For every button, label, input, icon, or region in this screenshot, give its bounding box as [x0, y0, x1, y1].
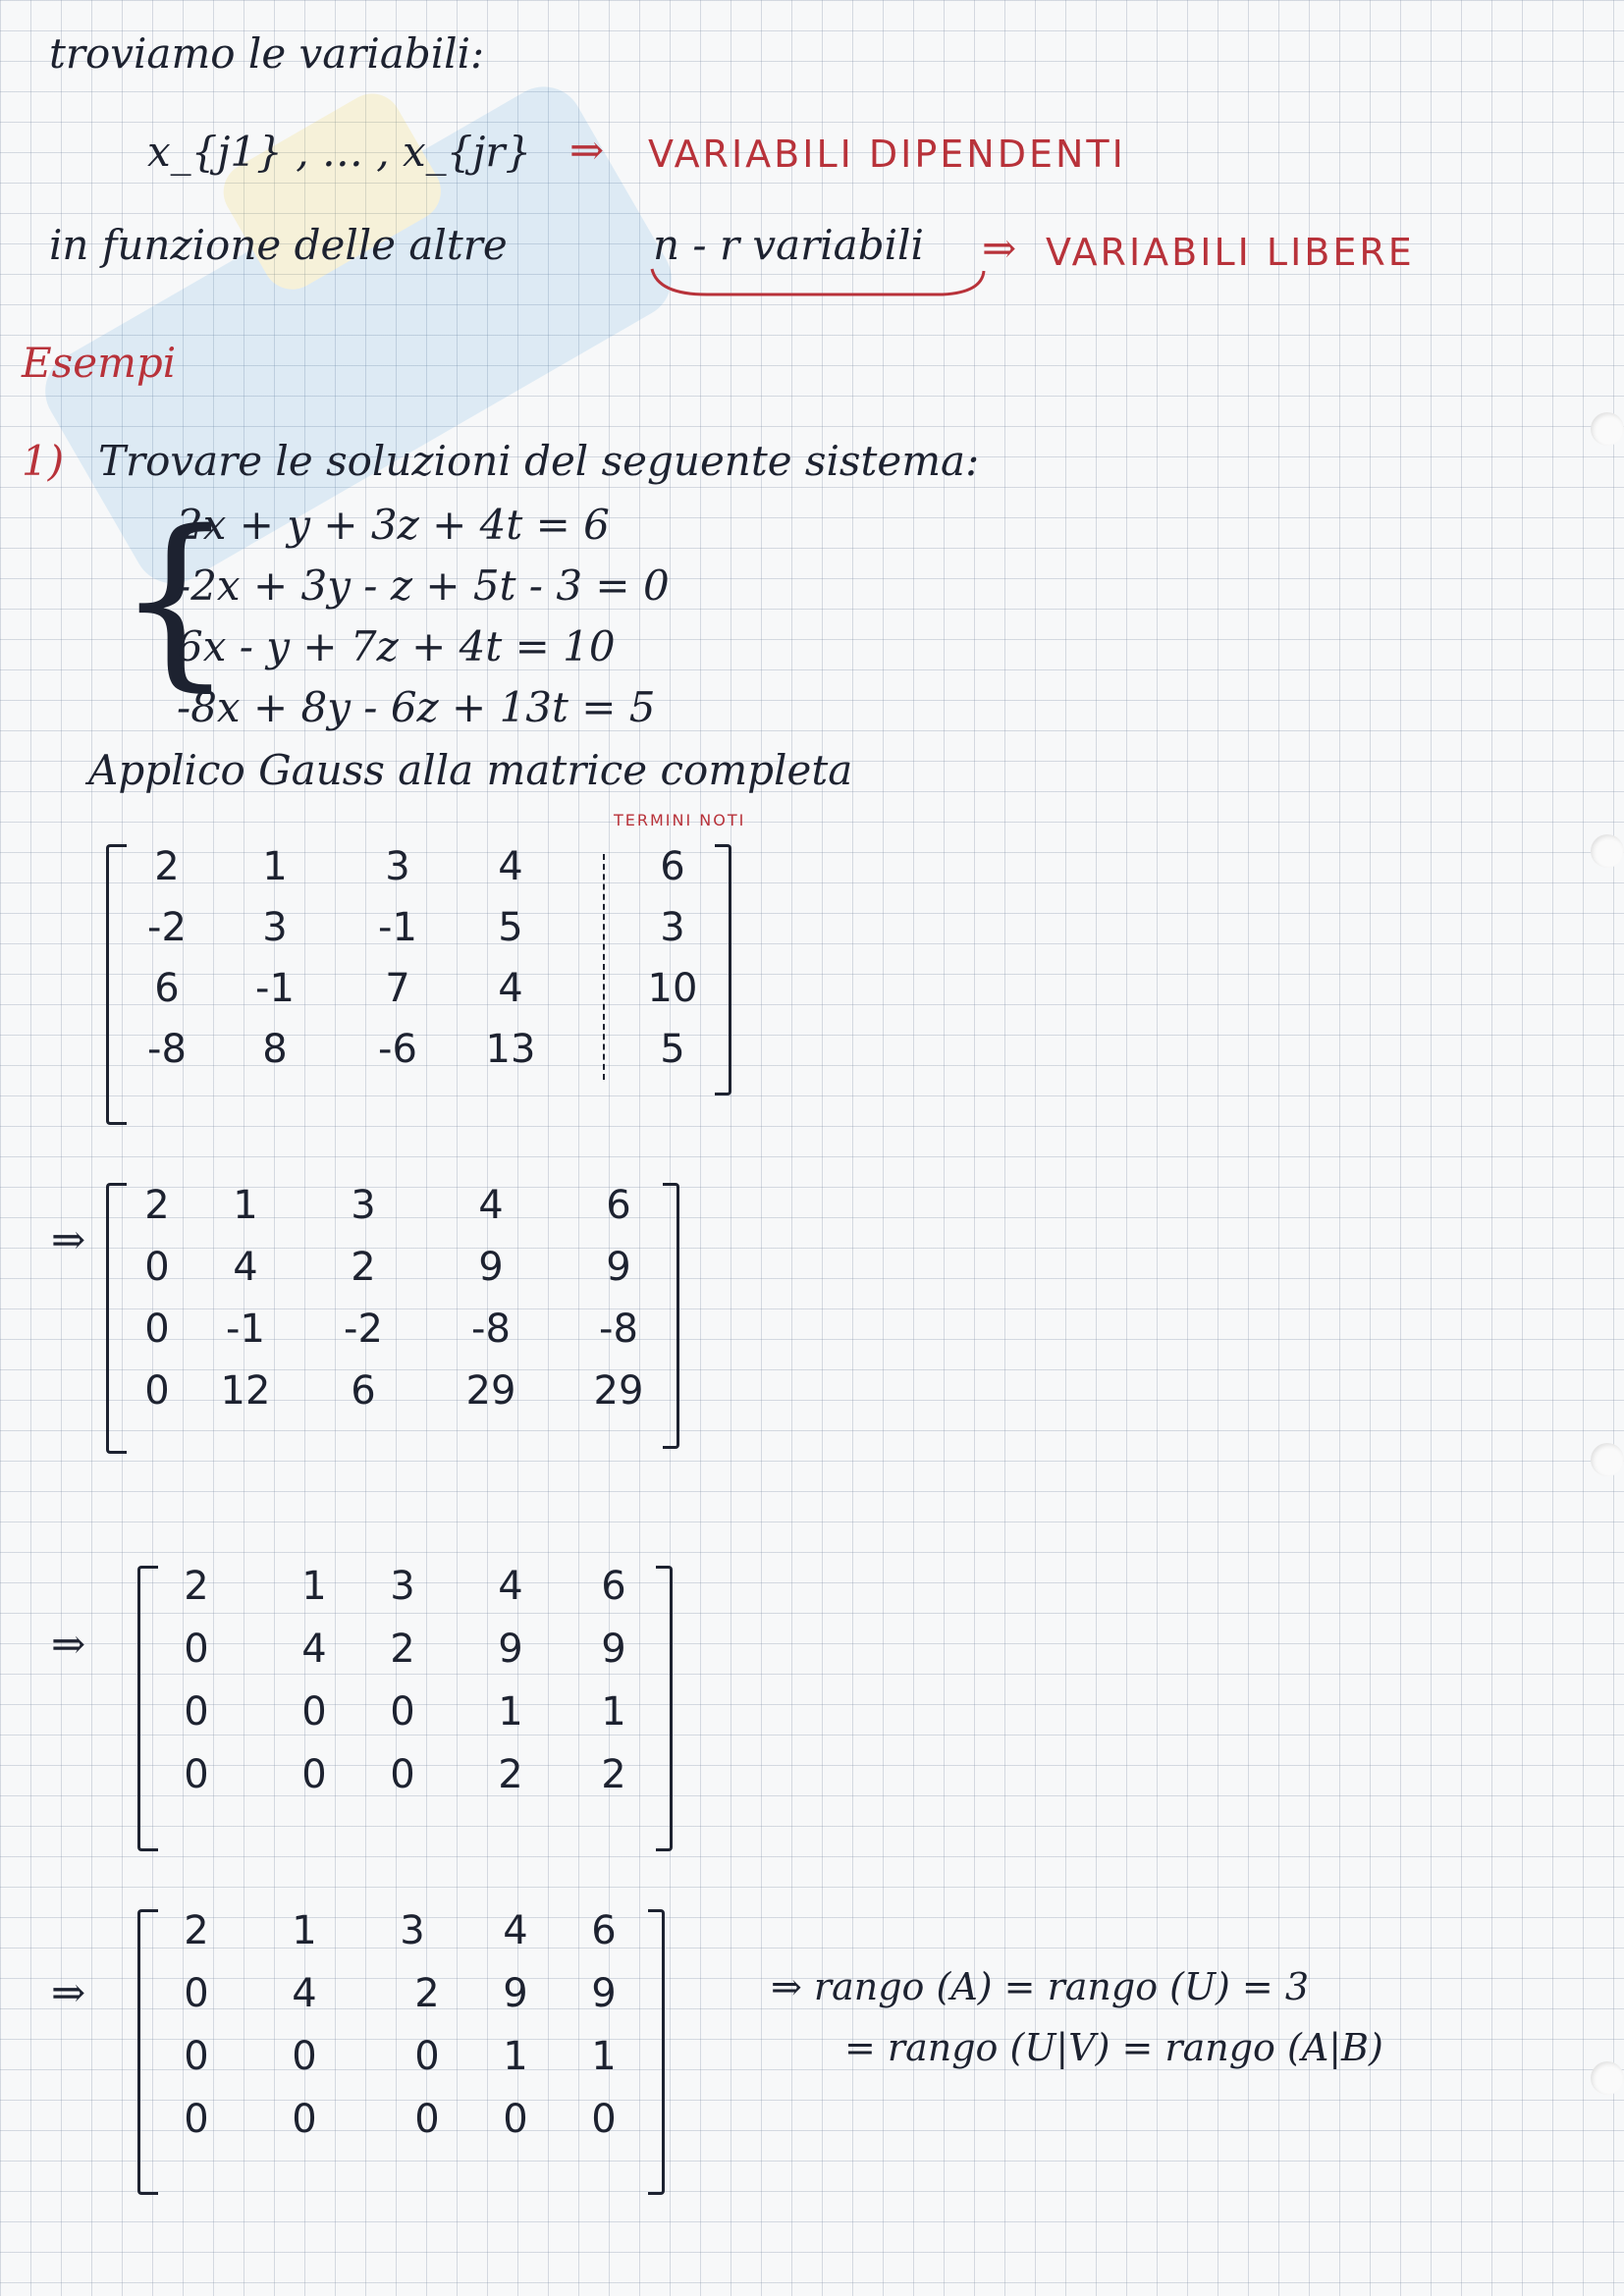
- matrix-cell: -1: [255, 966, 295, 1011]
- gauss-note: Applico Gauss alla matrice completa: [88, 746, 853, 794]
- matrix-cell: 2: [144, 1183, 170, 1228]
- matrix-right-bracket: [648, 1909, 665, 2195]
- intro-line1: troviamo le variabili:: [49, 29, 485, 78]
- matrix-cell: 9: [591, 1971, 617, 2016]
- equation-1: 2x + y + 3z + 4t = 6: [177, 501, 610, 549]
- matrix-cell: 4: [301, 1627, 327, 1672]
- matrix-cell: 1: [262, 844, 288, 889]
- free-count-underline: [648, 265, 992, 304]
- system-brace: {: [116, 491, 235, 708]
- matrix-cell: -1: [226, 1307, 265, 1352]
- matrix-cell: 4: [503, 1908, 528, 1953]
- matrix-cell: 0: [144, 1368, 170, 1414]
- matrix-cell: 0: [184, 1971, 209, 2016]
- matrix-cell: 0: [184, 2034, 209, 2079]
- matrix-cell: 29: [465, 1368, 516, 1414]
- matrix-cell: 4: [498, 1564, 523, 1609]
- rank-line-2: = rango (U|V) = rango (A|B): [844, 2026, 1383, 2069]
- matrix-cell: 0: [144, 1307, 170, 1352]
- punch-hole: [1591, 834, 1624, 868]
- free-label: VARIABILI LIBERE: [1046, 231, 1415, 274]
- matrix-cell: 9: [503, 1971, 528, 2016]
- matrix-cell: 1: [498, 1689, 523, 1735]
- punch-hole: [1591, 412, 1624, 446]
- matrix-cell: 6: [606, 1183, 631, 1228]
- matrix-cell: 0: [184, 2097, 209, 2142]
- intro-line3: in funzione delle altre: [49, 221, 508, 269]
- matrix-cell: 9: [601, 1627, 626, 1672]
- matrix-cell: 0: [390, 1752, 415, 1797]
- examples-heading: Esempi: [22, 339, 177, 387]
- matrix-cell: 3: [400, 1908, 425, 1953]
- matrix-cell: 4: [233, 1245, 258, 1290]
- matrix-cell: 6: [591, 1908, 617, 1953]
- matrix-cell: -8: [599, 1307, 638, 1352]
- matrix-cell: 0: [184, 1752, 209, 1797]
- matrix-cell: 1: [591, 2034, 617, 2079]
- matrix-cell: 0: [144, 1245, 170, 1290]
- matrix-right-bracket: [663, 1183, 679, 1449]
- matrix-cell: 4: [292, 1971, 317, 2016]
- matrix-cell: 5: [660, 1027, 685, 1072]
- matrix-cell: 3: [262, 905, 288, 950]
- matrix-cell: 13: [485, 1027, 536, 1072]
- matrix-cell: 2: [601, 1752, 626, 1797]
- matrix-cell: 0: [591, 2097, 617, 2142]
- matrix-cell: 3: [660, 905, 685, 950]
- free-count: n - r variabili: [653, 221, 924, 269]
- matrix-cell: 3: [390, 1564, 415, 1609]
- matrix-cell: -1: [378, 905, 417, 950]
- matrix-cell: 2: [154, 844, 180, 889]
- matrix-cell: 29: [593, 1368, 644, 1414]
- matrix-cell: 1: [233, 1183, 258, 1228]
- matrix-cell: 0: [301, 1752, 327, 1797]
- matrix-cell: 4: [478, 1183, 504, 1228]
- matrix-cell: 3: [351, 1183, 376, 1228]
- matrix-cell: 6: [601, 1564, 626, 1609]
- implies-arrow: ⇒: [51, 1620, 86, 1668]
- example-prompt: Trovare le soluzioni del seguente sistema:: [98, 437, 980, 485]
- free-arrow: ⇒: [982, 224, 1017, 272]
- matrix-cell: 0: [414, 2097, 440, 2142]
- matrix-cell: 1: [292, 1908, 317, 1953]
- matrix-cell: 0: [414, 2034, 440, 2079]
- equation-2: -2x + 3y - z + 5t - 3 = 0: [177, 561, 670, 610]
- matrix-cell: 12: [220, 1368, 271, 1414]
- matrix-cell: 5: [498, 905, 523, 950]
- matrix-cell: 0: [301, 1689, 327, 1735]
- matrix-cell: 2: [498, 1752, 523, 1797]
- augmented-separator: [603, 854, 605, 1080]
- matrix-cell: 10: [647, 966, 698, 1011]
- equation-3: 6x - y + 7z + 4t = 10: [177, 622, 616, 670]
- example-number: 1): [22, 437, 65, 485]
- matrix-cell: 9: [606, 1245, 631, 1290]
- matrix-cell: 2: [351, 1245, 376, 1290]
- matrix-cell: 0: [292, 2097, 317, 2142]
- matrix-cell: -8: [147, 1027, 187, 1072]
- matrix-cell: 2: [414, 1971, 440, 2016]
- matrix-cell: 0: [184, 1689, 209, 1735]
- matrix-cell: 3: [385, 844, 410, 889]
- implies-arrow: ⇒: [51, 1968, 86, 2016]
- matrix-cell: -2: [147, 905, 187, 950]
- matrix-cell: 9: [478, 1245, 504, 1290]
- matrix-cell: 9: [498, 1627, 523, 1672]
- rank-line-1: ⇒ rango (A) = rango (U) = 3: [771, 1965, 1310, 2008]
- dependent-arrow: ⇒: [569, 126, 605, 174]
- matrix-cell: 1: [301, 1564, 327, 1609]
- matrix-cell: 1: [503, 2034, 528, 2079]
- matrix-cell: 0: [503, 2097, 528, 2142]
- matrix-cell: 6: [660, 844, 685, 889]
- punch-hole: [1591, 1443, 1624, 1476]
- matrix-cell: 8: [262, 1027, 288, 1072]
- matrix-right-bracket: [656, 1566, 673, 1851]
- dependent-vars: x_{j1} , … , x_{jr}: [147, 128, 532, 176]
- matrix-cell: 0: [184, 1627, 209, 1672]
- punch-hole: [1591, 2061, 1624, 2095]
- matrix-cell: 0: [390, 1689, 415, 1735]
- matrix-cell: 6: [351, 1368, 376, 1414]
- matrix-cell: 1: [601, 1689, 626, 1735]
- matrix-cell: 4: [498, 966, 523, 1011]
- implies-arrow: ⇒: [51, 1215, 86, 1263]
- matrix-right-bracket: [715, 844, 731, 1095]
- matrix-cell: 4: [498, 844, 523, 889]
- equation-4: -8x + 8y - 6z + 13t = 5: [177, 683, 656, 731]
- matrix-cell: 7: [385, 966, 410, 1011]
- matrix-cell: 2: [390, 1627, 415, 1672]
- matrix-cell: 2: [184, 1908, 209, 1953]
- matrix-cell: 0: [292, 2034, 317, 2079]
- matrix-cell: 2: [184, 1564, 209, 1609]
- dependent-label: VARIABILI DIPENDENTI: [648, 133, 1126, 176]
- matrix-cell: -2: [344, 1307, 383, 1352]
- matrix-cell: -6: [378, 1027, 417, 1072]
- known-terms-label: TERMINI NOTI: [614, 811, 746, 829]
- matrix-cell: 6: [154, 966, 180, 1011]
- matrix-cell: -8: [471, 1307, 511, 1352]
